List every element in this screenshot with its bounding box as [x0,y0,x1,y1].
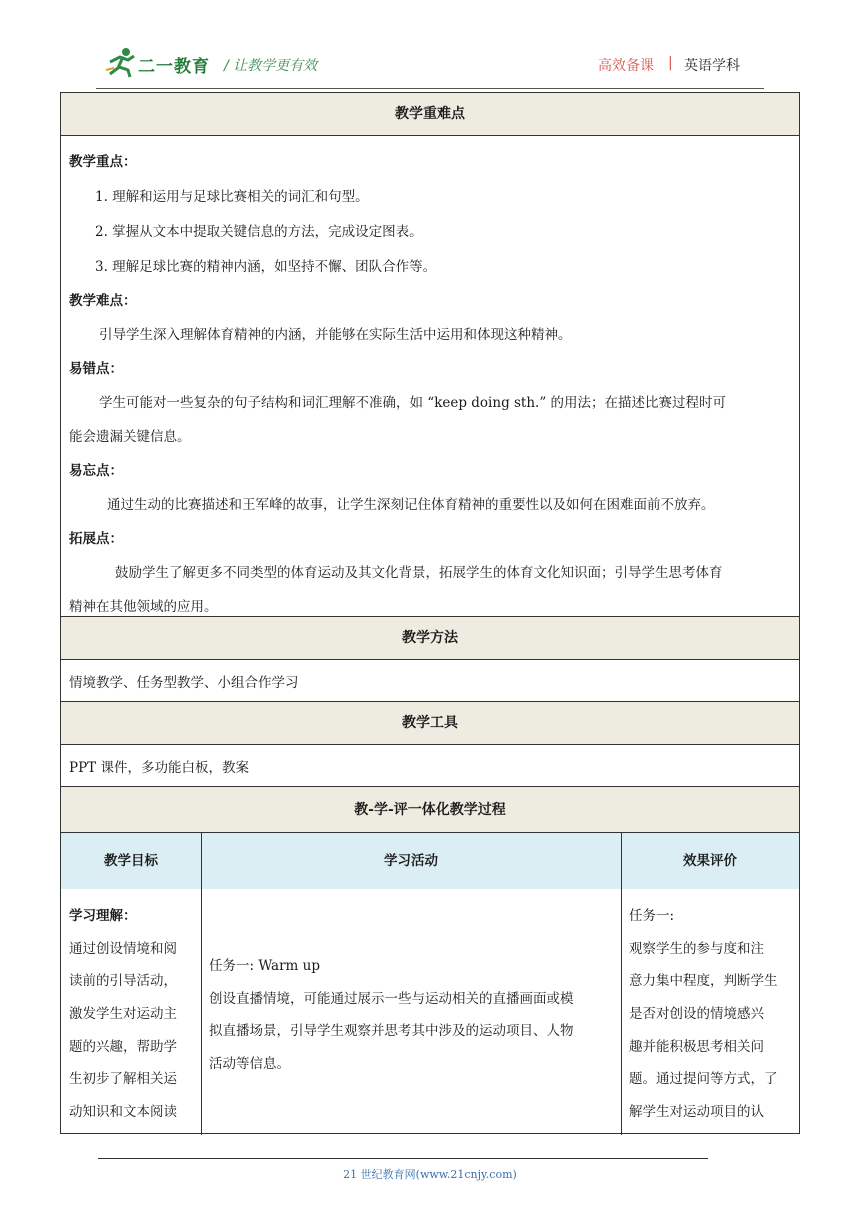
tools-content [61,745,799,787]
goal-line: 生初步了解相关运 [69,1071,177,1088]
activity-line: 拟直播场景，引导学生观察并思考其中涉及的运动项目、人物 [209,1023,574,1040]
column-header-activity: 学习活动 [201,833,621,889]
focus-item: 1. 理解和运用与足球比赛相关的词汇和句型。 [95,189,369,205]
column-divider [201,833,202,1135]
evaluation-cell [629,900,795,1129]
section-title-tools: 教学工具 [61,702,799,745]
runner-logo-icon [104,46,138,78]
difficulty-title: 教学难点： [69,293,137,309]
error-text: 能会遗漏关键信息。 [69,429,191,445]
goal-cell [69,900,197,1129]
process-column-headers [61,833,799,889]
slogan: / 让教学更有效 [224,58,318,74]
evaluation-line: 题。通过提问等方式，了 [629,1071,778,1088]
evaluation-line: 观察学生的参与度和注 [629,940,764,957]
logo-text: 二一教育 [138,57,210,77]
evaluation-line: 是否对创设的情境感兴 [629,1006,764,1023]
forget-title: 易忘点： [69,463,123,479]
focus-item: 2. 掌握从文本中提取关键信息的方法，完成设定图表。 [95,224,423,240]
column-header-goal: 教学目标 [61,833,201,889]
activity-line: 创设直播情境，可能通过展示一些与运动相关的直播画面或模 [209,990,574,1007]
activity-title: 任务一: Warm up [209,958,320,974]
section-title-key-difficult: 教学重难点 [61,93,799,136]
header-separator: | [668,55,673,71]
goal-line: 激发学生对运动主 [69,1006,177,1023]
difficulty-text: 引导学生深入理解体育精神的内涵，并能够在实际生活中运用和体现这种精神。 [99,327,572,343]
goal-line: 动知识和文本阅读 [69,1104,177,1121]
header-rule [96,88,764,89]
activity-line: 活动等信息。 [209,1056,290,1073]
section-title-process: 教-学-评一体化教学过程 [61,787,799,833]
methods-content [61,660,799,702]
column-header-evaluation: 效果评价 [621,833,799,889]
focus-item: 3. 理解足球比赛的精神内涵，如坚持不懈、团队合作等。 [95,259,437,275]
footer-rule [98,1158,708,1159]
extend-text: 精神在其他领域的应用。 [69,599,218,615]
error-title: 易错点： [69,361,123,377]
focus-title: 教学重点： [69,154,137,170]
footer-link[interactable]: 21 世纪教育网(www.21cnjy.com) [343,1168,517,1181]
evaluation-line: 意力集中程度，判断学生 [629,973,778,990]
goal-line: 通过创设情境和阅 [69,940,177,957]
extend-title: 拓展点： [69,531,123,547]
evaluation-line: 解学生对运动项目的认 [629,1104,764,1121]
lesson-plan-table [60,92,800,1134]
activity-cell [209,950,615,1081]
prep-label: 高效备课 [598,58,654,74]
section-title-methods: 教学方法 [61,617,799,660]
brand-logo [104,46,212,80]
column-divider [621,833,622,1135]
extend-text: 鼓励学生了解更多不同类型的体育运动及其文化背景，拓展学生的体育文化知识面；引导学生思考体育 [115,565,723,581]
forget-text: 通过生动的比赛描述和王军峰的故事，让学生深刻记住体育精神的重要性以及如何在困难面前不放弃。 [107,497,715,513]
error-text: 学生可能对一些复杂的句子结构和词汇理解不准确，如 “keep doing sth.” 的用法；在描述比赛过程时可 [99,395,727,411]
key-difficult-content [61,136,799,617]
methods-text: 情境教学、任务型教学、小组合作学习 [69,675,299,691]
evaluation-line: 趣并能积极思考相关问 [629,1038,764,1055]
goal-title: 学习理解： [69,908,137,924]
goal-line: 读前的引导活动， [69,973,177,990]
page-header [0,0,860,92]
tools-text: PPT 课件，多功能白板，教案 [69,760,249,776]
evaluation-title: 任务一: [629,908,675,924]
subject-label: 英语学科 [684,58,740,74]
goal-line: 题的兴趣，帮助学 [69,1038,177,1055]
